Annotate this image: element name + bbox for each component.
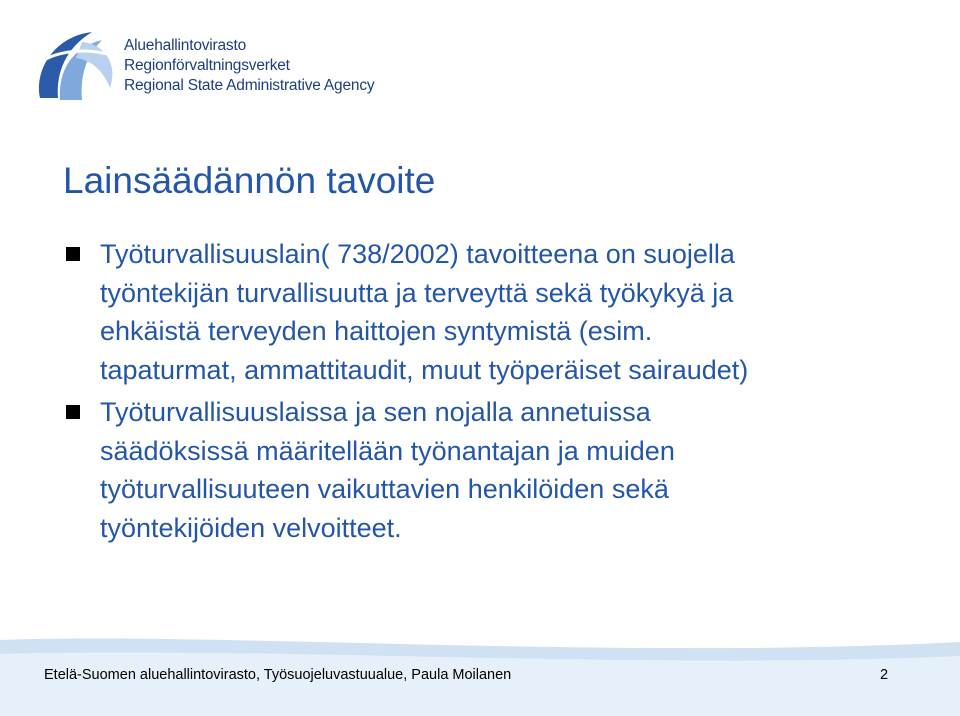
footer-text: Etelä-Suomen aluehallintovirasto, Työsuojeluvastuualue, Paula Moilanen [44,667,512,683]
agency-name-finnish: Aluehallintovirasto [124,37,246,54]
bullet-line: työntekijän turvallisuutta ja terveyttä sekä työkykyä ja [100,277,734,308]
slide-title: Lainsäädännön tavoite [63,160,436,201]
bullet-line: työturvallisuuteen vaikuttavien henkilöiden sekä [100,474,669,504]
bullet-list [66,235,926,551]
agency-logo-icon [30,26,120,108]
bullet-item [66,393,926,547]
agency-name [124,36,374,96]
bullet-line: Työturvallisuuslaissa ja sen nojalla annetuissa [100,397,651,427]
agency-name-swedish: Regionförvaltningsverket [124,57,290,74]
bullet-item [66,235,926,389]
bullet-line: ehkäistä terveyden haittojen syntymistä (esim. [100,316,653,346]
bullet-line: tapaturmat, ammattitaudit, muut työperäiset sairaudet) [100,354,749,385]
page-number: 2 [880,667,889,683]
agency-name-english: Regional State Administrative Agency [124,77,375,94]
square-bullet-icon [66,405,80,419]
bullet-line: säädöksissä määritellään työnantajan ja muiden [100,435,675,466]
bullet-line: työntekijöiden velvoitteet. [100,512,402,543]
agency-logo [30,26,390,108]
square-bullet-icon [66,247,80,261]
bullet-line: Työturvallisuuslain( 738/2002) tavoitteena on suojella [100,239,735,269]
